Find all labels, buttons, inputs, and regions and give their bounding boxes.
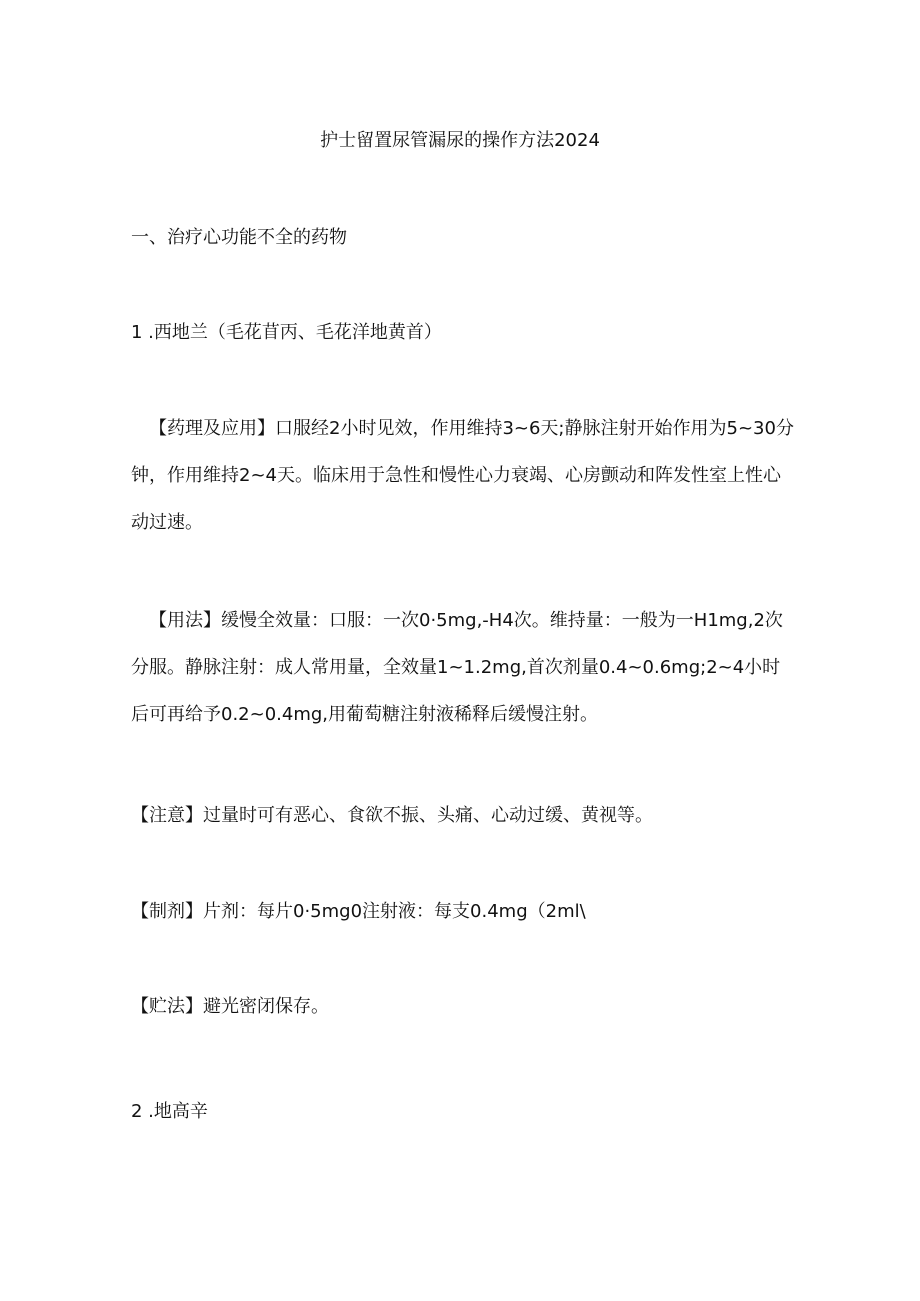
pharmacology-paragraph: 【药理及应用】口服经2小时见效，作用维持3~6天;静脉注射开始作用为5~30分钟，作用维持2~4天。临床用于急性和慢性心力衰竭、心房颤动和阵发性室上性心动过速。	[131, 418, 794, 533]
dosage-paragraph: 【用法】缓慢全效量：口服：一次0·5mg,-H4次。维持量：一般为一H1mg,2次分服。静脉注射：成人常用量，全效量1~1.2mg,首次剂量0.4~0.6mg;2~4小时后可再给予0.2~0.4mg,用葡萄糖注射液稀释后缓慢注射。	[131, 610, 783, 725]
drug-heading-cedilanid: 1 .西地兰（毛花苜丙、毛花洋地黄首）	[131, 322, 442, 343]
document-title: 护士留置尿管漏尿的操作方法2024	[320, 130, 600, 151]
caution-line: 【注意】过量时可有恶心、食欲不振、头痛、心动过缓、黄视等。	[131, 805, 653, 826]
drug-heading-digoxin: 2 .地高辛	[131, 1101, 208, 1122]
section-heading: 一、治疗心功能不全的药物	[131, 227, 347, 248]
storage-line: 【贮法】避光密闭保存。	[131, 996, 329, 1017]
formulation-line: 【制剂】片剂：每片0·5mg0注射液：每支0.4mg（2ml\	[131, 901, 586, 922]
